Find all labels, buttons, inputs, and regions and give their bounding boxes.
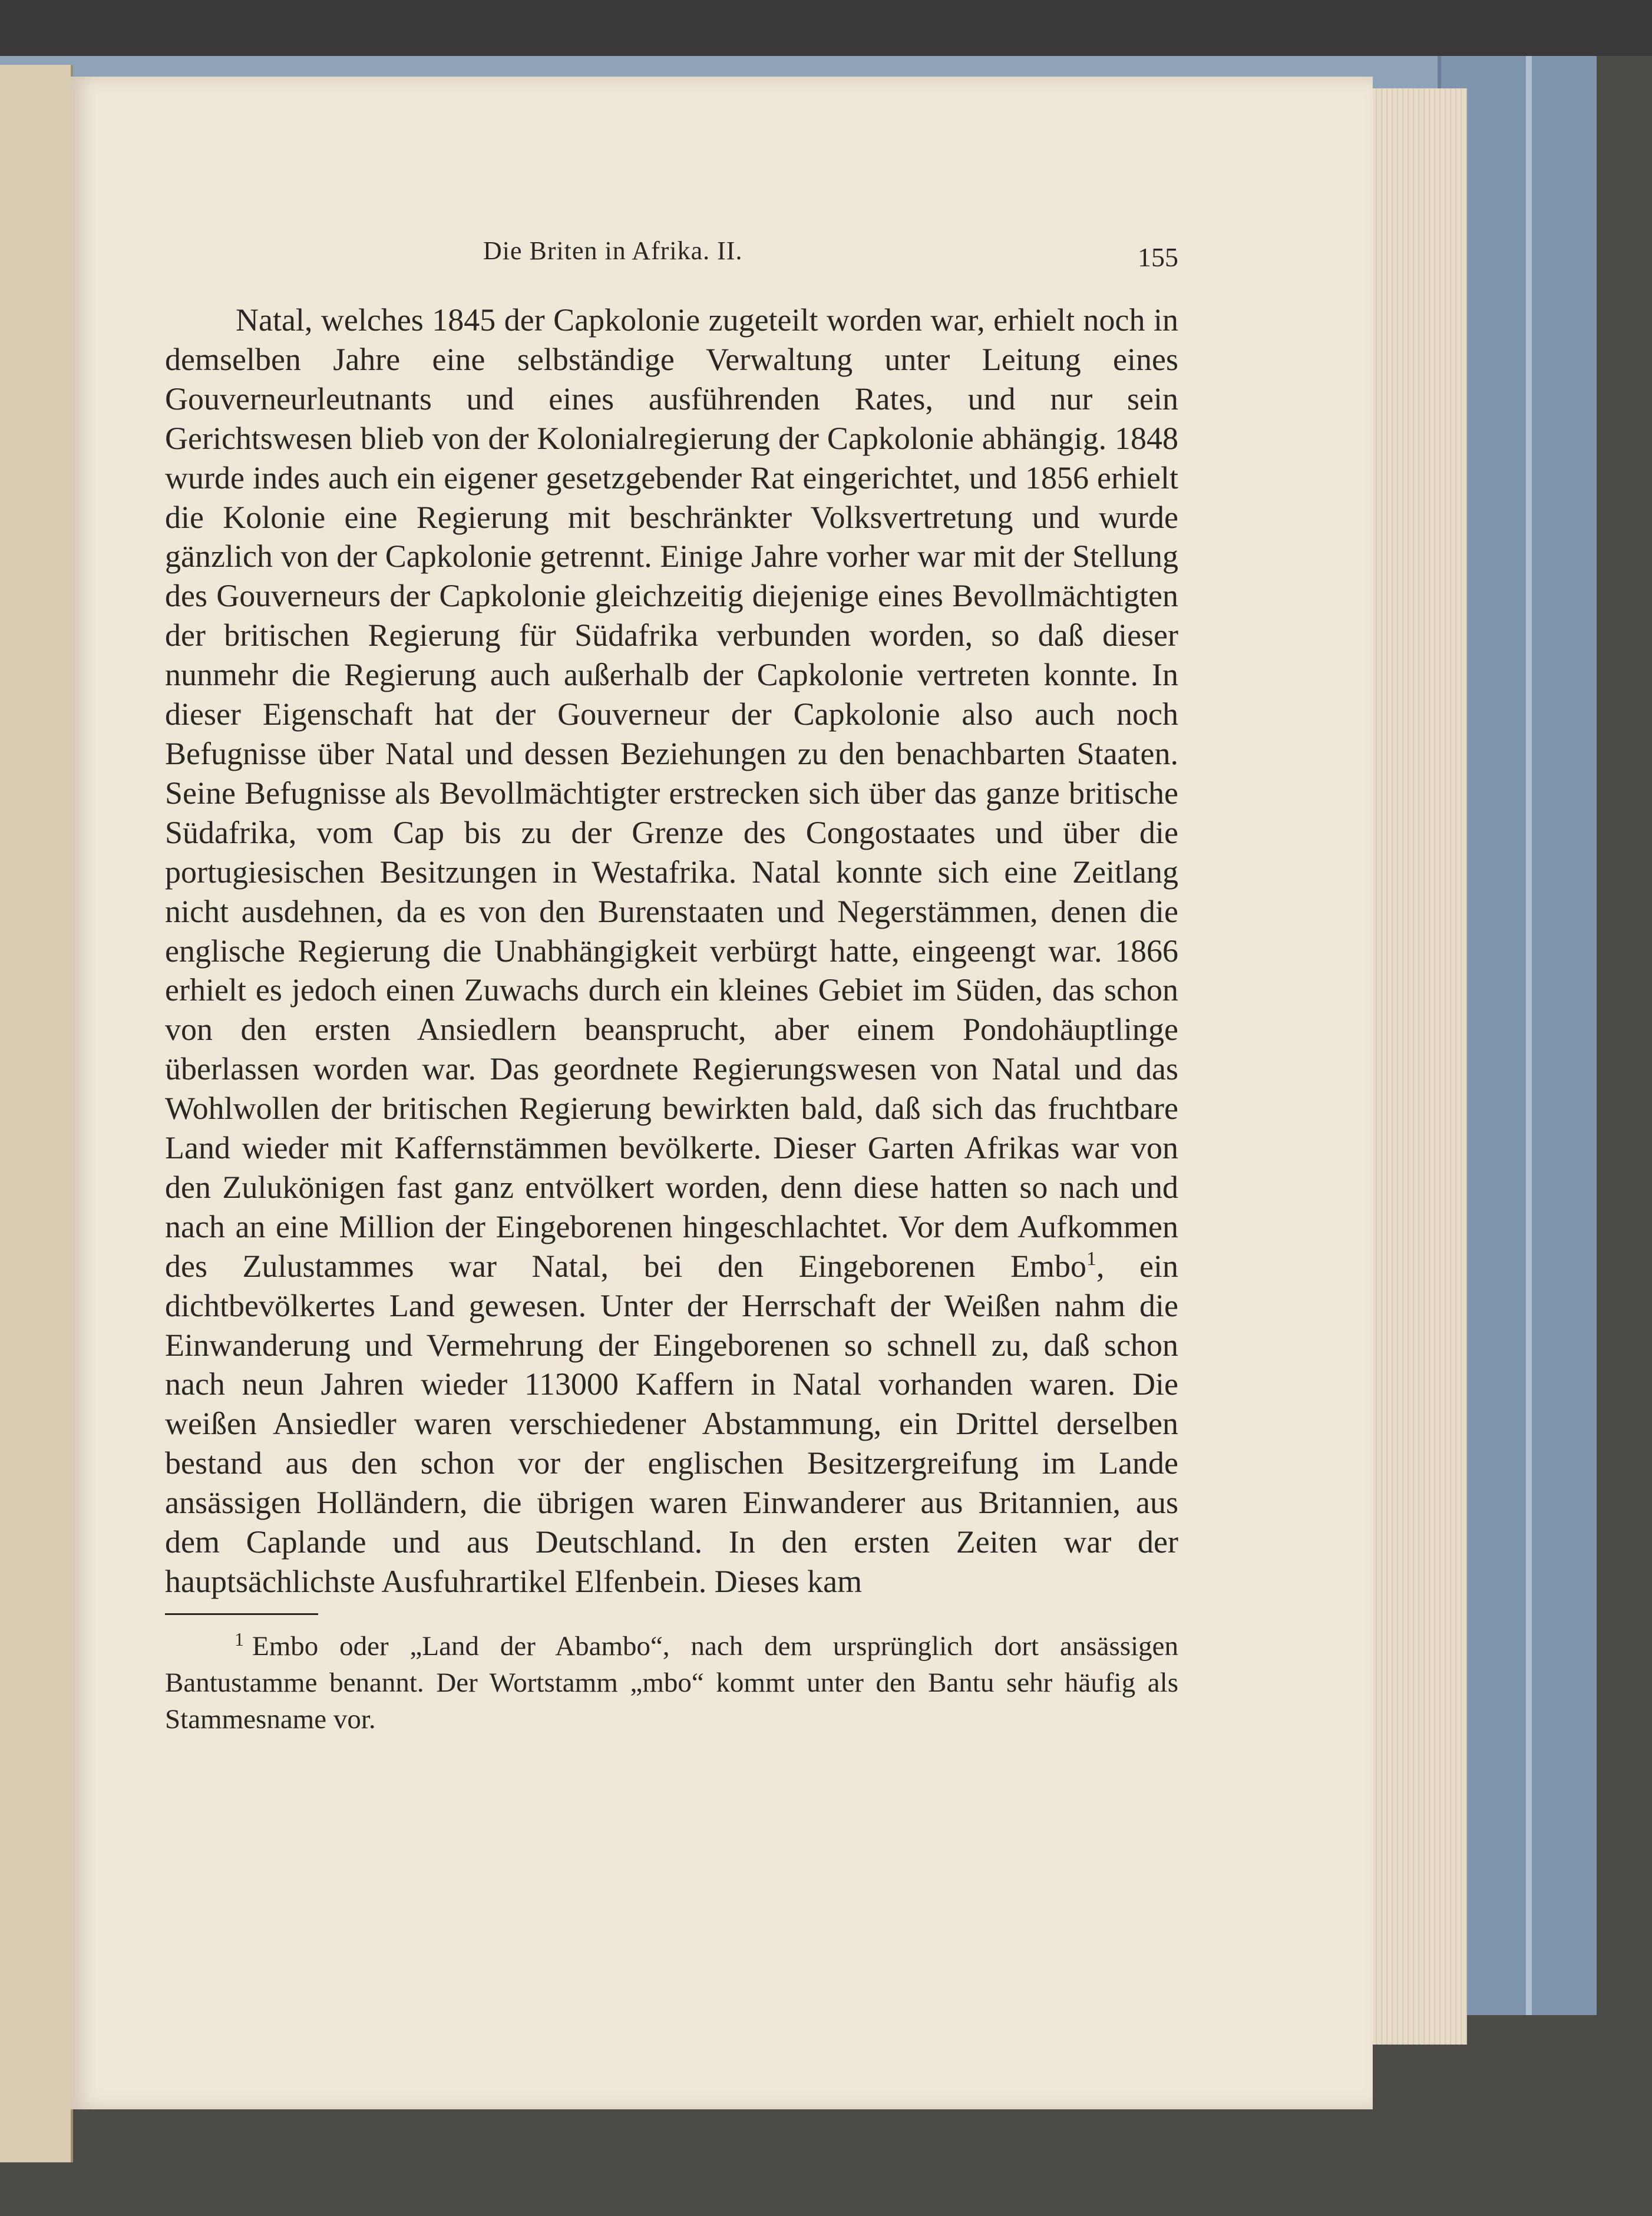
page-content (165, 236, 1178, 1738)
body-text-part-1: Natal, welches 1845 der Capkolonie zugeteilt worden war, erhielt noch in demselben Jahre eine selbständige Verwaltung unter Leitung eines Gouverneurleutnants und eines ausführenden Rates, und nur sein Gerichtswesen blieb von der Kolonialregierung der Capkolonie abhängig. 1848 wurde indes auch ein eigener gesetzgebender Rat eingerichtet, und 1856 erhielt die Kolonie eine Regierung mit beschränkter Volksvertretung und wurde gänzlich von der Capkolonie getrennt. Einige Jahre vorher war mit der Stellung des Gouverneurs der Capkolonie gleichzeitig diejenige eines Bevollmächtigten der britischen Regierung für Südafrika verbunden worden, so daß dieser nunmehr die Regierung auch außerhalb der Capkolonie vertreten konnte. In dieser Eigenschaft hat der Gouverneur der Capkolonie also auch noch Befugnisse über Natal und dessen Beziehungen zu den benachbarten Staaten. Seine Befugnisse als Bevollmächtigter erstrecken sich über das ganze britische Südafrika, vom Cap bis zu der Grenze des Congostaates und über die portugiesischen Besitzungen in Westafrika. Natal konnte sich eine Zeitlang nicht ausdehnen, da es von den Burenstaaten und Negerstämmen, denen die englische Regierung die Unabhängigkeit verbürgt hatte, eingeengt war. 1866 erhielt es jedoch einen Zuwachs durch ein kleines Gebiet im Süden, das schon von den ersten Ansiedlern beansprucht, aber einem Pondohäuptlinge überlassen worden war. Das geordnete Regierungswesen von Natal und das Wohlwollen der britischen Regierung bewirkten bald, daß sich das fruchtbare Land wieder mit Kaffernstämmen bevölkerte. Dieser Garten Afrikas war von den Zulukönigen fast ganz entvölkert worden, denn diese hatten so nach und nach an eine Million der Eingeborenen hingeschlachtet. Vor dem Aufkommen des Zulustammes war Natal, bei den Eingeborenen Embo (165, 302, 1178, 1284)
footnote (165, 1628, 1178, 1738)
book-cover-edge (1526, 56, 1532, 2015)
page-number: 155 (1138, 242, 1178, 272)
body-text-part-2: , ein dichtbevölkertes Land gewesen. Unter der Herrschaft der Weißen nahm die Einwanderung und Vermehrung der Eingeborenen so schnell zu, daß schon nach neun Jahren wieder 113000 Kaffern in Natal vorhanden waren. Die weißen Ansiedler waren verschiedener Abstammung, ein Drittel derselben bestand aus den schon vor der englischen Besitzergreifung im Lande ansässigen Holländern, die übrigen waren Einwanderer aus Britannien, aus dem Caplande und aus Deutschland. In den ersten Zeiten war der hauptsächlichste Ausfuhrartikel Elfenbein. Dieses kam (165, 1248, 1178, 1599)
footnote-rule (165, 1613, 318, 1615)
body-paragraph (165, 300, 1178, 1601)
facing-page-edge (0, 65, 73, 2162)
scanner-background (0, 0, 1652, 56)
footnote-reference: 1 (1086, 1247, 1096, 1270)
book-page (71, 77, 1373, 2109)
footnote-text: Embo oder „Land der Abambo“, nach dem ursprünglich dort ansässigen Bantustamme benannt. Der Wortstamm „mbo“ kommt unter den Bantu sehr häufig als Stammesname vor. (165, 1630, 1178, 1735)
running-head (165, 236, 1178, 277)
page-block-edges (1367, 88, 1467, 2045)
body-text (165, 300, 1178, 1601)
footnote-number: 1 (234, 1628, 244, 1650)
running-title: Die Briten in Afrika. II. (483, 236, 743, 265)
